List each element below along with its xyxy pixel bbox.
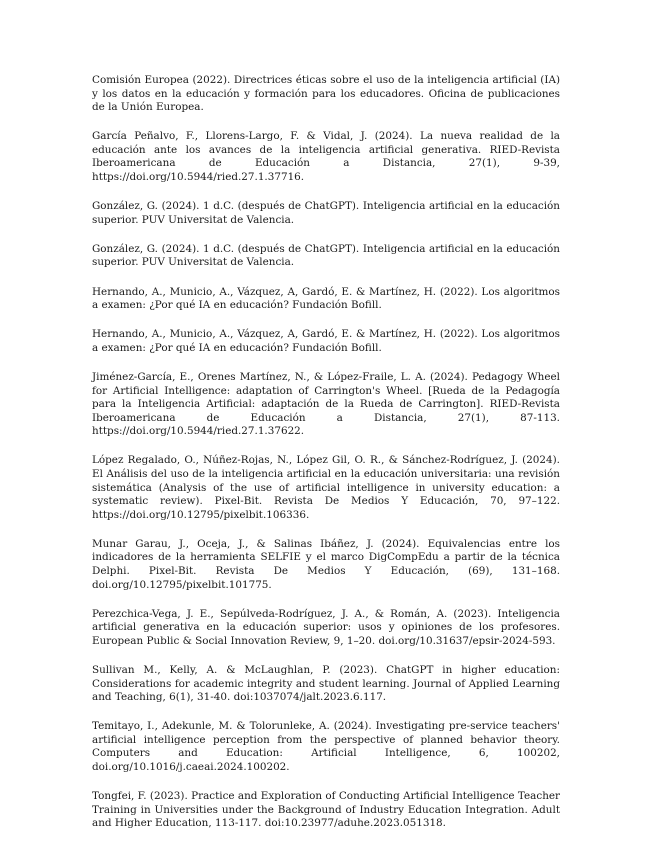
reference-entry: García Peñalvo, F., Llorens-Largo, F. & Vidal, J. (2024). La nueva realidad de la educación ante los avances de la inteligencia artificial generativa. RIED-Revista Iberoamericana de Educación a Distancia, 27(1), 9-39, https://doi.org/10.5944/ried.27.1.37716.: [92, 130, 560, 184]
reference-entry: Hernando, A., Municio, A., Vázquez, A, Gardó, E. & Martínez, H. (2022). Los algoritmos a examen: ¿Por qué IA en educación? Fundación Bofill.: [92, 328, 560, 354]
reference-entry: Temitayo, I., Adekunle, M. & Tolorunleke, A. (2024). Investigating pre-service teachers' artificial intelligence perception from the perspective of planned behavior theory. Computers and Education: Artificial Intelligence, 6, 100202, doi.org/10.1016/j.caeai.2024.100202.: [92, 720, 560, 774]
reference-entry: Jiménez-García, E., Orenes Martínez, N., & López-Fraile, L. A. (2024). Pedagogy Wheel for Artificial Intelligence: adaptation of Carrington's Wheel. [Rueda de la Pedagogía para la Inteligencia Artificial: adaptación de la Rueda de Carrington]. RIED-Revista Iberoamericana de Educación a Distancia, 27(1), 87-113. https://doi.org/10.5944/ried.27.1.37622.: [92, 370, 560, 438]
reference-entry: Munar Garau, J., Oceja, J., & Salinas Ibáñez, J. (2024). Equivalencias entre los indicadores de la herramienta SELFIE y el marco DigCompEdu a partir de la técnica Delphi. Pixel-Bit. Revista De Medios Y Educación, (69), 131–168. doi.org/10.12795/pixelbit.101775.: [92, 537, 560, 591]
reference-entry: López Regalado, O., Núñez-Rojas, N., López Gil, O. R., & Sánchez-Rodríguez, J. (2024). El Análisis del uso de la inteligencia artificial en la educación universitaria: una revisión sistemática (Analysis of the use of artificial intelligence in university education: a systematic review). Pixel-Bit. Revista De Medios Y Educación, 70, 97–122. https://doi.org/10.12795/pixelbit.106336.: [92, 454, 560, 521]
reference-list: [92, 74, 560, 846]
reference-entry: González, G. (2024). 1 d.C. (después de ChatGPT). Inteligencia artificial en la educación superior. PUV Universitat de Valencia.: [92, 200, 560, 226]
reference-entry: Sullivan M., Kelly, A. & McLaughlan, P. (2023). ChatGPT in higher education: Considerations for academic integrity and student learning. Journal of Applied Learning and Teaching, 6(1), 31-40. doi:1037074/jalt.2023.6.117.: [92, 664, 560, 704]
reference-entry: Perezchica-Vega, J. E., Sepúlveda-Rodríguez, J. A., & Román, A. (2023). Inteligencia artificial generativa en la educación superior: usos y opiniones de los profesores. European Public & Social Innovation Review, 9, 1–20. doi.org/10.31637/epsir-2024-593.: [92, 607, 560, 647]
reference-entry: Hernando, A., Municio, A., Vázquez, A, Gardó, E. & Martínez, H. (2022). Los algoritmos a examen: ¿Por qué IA en educación? Fundación Bofill.: [92, 285, 560, 312]
reference-entry: Tongfei, F. (2023). Practice and Exploration of Conducting Artificial Intelligence Teacher Training in Universities under the Background of Industry Education Integration. Adult and Higher Education, 113-117. doi:10.23977/aduhe.2023.051318.: [92, 790, 560, 830]
reference-entry: González, G. (2024). 1 d.C. (después de ChatGPT). Inteligencia artificial en la educación superior. PUV Universitat de Valencia.: [92, 242, 560, 269]
reference-entry: Comisión Europea (2022). Directrices éticas sobre el uso de la inteligencia artificial (IA) y los datos en la educación y formación para los educadores. Oficina de publicaciones de la Unión Europea.: [92, 74, 560, 114]
